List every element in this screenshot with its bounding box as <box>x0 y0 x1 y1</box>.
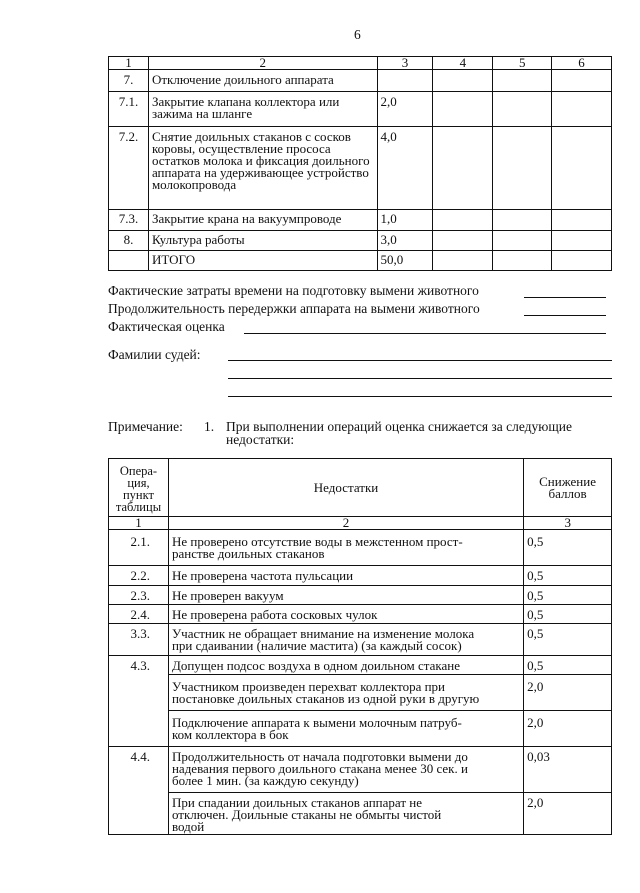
row-num <box>109 251 149 271</box>
overhold-field[interactable] <box>524 315 606 316</box>
table-header-row <box>109 57 612 70</box>
text-line: Опера- <box>119 464 158 478</box>
overhold-label: Продолжительность передержки аппарата на вымени животного <box>108 301 480 316</box>
note-label: Примечание: <box>108 419 183 434</box>
row-score: 3,0 <box>377 231 433 251</box>
text-line: водой <box>171 819 205 834</box>
table-row <box>109 92 612 127</box>
table-cell <box>433 92 493 127</box>
row-text: ИТОГО <box>148 251 377 271</box>
table-cell <box>168 530 523 566</box>
row-num: 7. <box>109 70 149 92</box>
row-score: 4,0 <box>377 127 433 210</box>
table-cell <box>493 251 552 271</box>
actual-time-label: Фактические затраты времени на подготовку вымени животного <box>108 283 479 298</box>
col-num-3: 3 <box>377 57 433 70</box>
table-cell <box>552 231 612 251</box>
text-line: Не проверен вакуум <box>171 588 284 603</box>
table-row <box>109 675 612 711</box>
note-number: 1. <box>204 419 215 434</box>
table-row <box>109 566 612 586</box>
table-cell <box>493 92 552 127</box>
table-cell <box>493 70 552 92</box>
row-num: 7.2. <box>109 127 149 210</box>
text-line: пункт <box>122 488 154 502</box>
table-row <box>109 793 612 835</box>
table-row-total <box>109 251 612 271</box>
table-cell: 0,5 <box>524 605 612 624</box>
table-row <box>109 747 612 793</box>
table-cell: 2.3. <box>109 586 169 605</box>
judges-field-1[interactable] <box>228 360 612 361</box>
page-number: 6 <box>354 27 361 42</box>
table-row <box>109 530 612 566</box>
row-text: Закрытие крана на вакуумпроводе <box>148 210 377 231</box>
table-cell <box>168 586 523 605</box>
row-num: 8. <box>109 231 149 251</box>
table-cell <box>433 210 493 231</box>
table-cell <box>168 566 523 586</box>
table-cell: 2.4. <box>109 605 169 624</box>
text-line: Не проверена работа сосковых чулок <box>171 607 378 622</box>
note-text-line1: При выполнении операций оценка снижается за следующие <box>226 419 572 434</box>
text-line: Не проверена частота пульсации <box>171 568 354 583</box>
col-num-2: 2 <box>148 57 377 70</box>
table-cell: 0,5 <box>524 624 612 656</box>
table-cell <box>168 793 523 835</box>
table-row <box>109 70 612 92</box>
table-row <box>109 624 612 656</box>
table-cell: 0,03 <box>524 747 612 793</box>
table-cell <box>493 127 552 210</box>
row-text: Отключение доильного аппарата <box>148 70 377 92</box>
table-cell <box>552 92 612 127</box>
row-num: 7.1. <box>109 92 149 127</box>
text-line: ранстве доильных стаканов <box>171 546 325 561</box>
text-line: ком коллектора в бок <box>171 727 289 742</box>
col-num-1: 1 <box>109 57 149 70</box>
text-line: отключен. Доильные стаканы не обмыты чистой <box>171 807 442 822</box>
table-cell <box>493 210 552 231</box>
judges-field-3[interactable] <box>228 396 612 397</box>
row-score <box>377 70 433 92</box>
judges-label: Фамилии судей: <box>108 347 201 362</box>
actual-score-label: Фактическая оценка <box>108 319 225 334</box>
col-num-6: 6 <box>552 57 612 70</box>
table-row <box>109 711 612 747</box>
deficiencies-table <box>108 458 612 835</box>
text-line: надевания первого доильного стакана менее 30 сек. и <box>171 761 468 776</box>
header-reduction <box>524 459 612 517</box>
text-line: Участник не обращает внимание на изменение молока <box>171 626 475 641</box>
table-cell: 0,5 <box>524 530 612 566</box>
text-line: ция, <box>127 476 150 490</box>
table-cell: 4.4. <box>109 747 169 835</box>
table-header-row <box>109 459 612 517</box>
table-cell <box>552 127 612 210</box>
actual-time-field[interactable] <box>524 297 606 298</box>
table-cell <box>433 231 493 251</box>
note-text-line2: недостатки: <box>226 432 295 447</box>
table-cell: 2,0 <box>524 675 612 711</box>
text-line: Участником произведен перехват коллектора при <box>171 679 446 694</box>
text-line: таблицы <box>115 500 162 514</box>
table-cell: 2,0 <box>524 793 612 835</box>
table-cell <box>168 656 523 675</box>
table-cell: 0,5 <box>524 586 612 605</box>
table-cell <box>433 127 493 210</box>
table-cell: 3.3. <box>109 624 169 656</box>
text-line: Снижение <box>539 473 596 489</box>
table-cell <box>552 251 612 271</box>
table-row <box>109 656 612 675</box>
table-cell: 0,5 <box>524 566 612 586</box>
table-cell: 1 <box>109 517 169 530</box>
table-cell <box>168 624 523 656</box>
row-text: Закрытие клапана коллектора или зажима на шланге <box>148 92 377 127</box>
table-cell: 2 <box>168 517 523 530</box>
table-cell <box>552 210 612 231</box>
text-line: Допущен подсос воздуха в одном доильном стакане <box>171 658 460 673</box>
row-score: 50,0 <box>377 251 433 271</box>
table-row <box>109 127 612 210</box>
text-line: баллов <box>548 485 587 501</box>
actual-score-field[interactable] <box>244 333 606 334</box>
table-row <box>109 605 612 624</box>
judges-field-2[interactable] <box>228 378 612 379</box>
col-num-4: 4 <box>433 57 493 70</box>
table-cell: 0,5 <box>524 656 612 675</box>
header-operation <box>109 459 169 517</box>
row-text: Культура работы <box>148 231 377 251</box>
text-line: более 1 мин. (за каждую секунду) <box>171 773 359 788</box>
table-cell: 4.3. <box>109 656 169 747</box>
table-row <box>109 210 612 231</box>
table-row <box>109 586 612 605</box>
row-score: 1,0 <box>377 210 433 231</box>
table-cell <box>433 251 493 271</box>
table-cell <box>168 747 523 793</box>
row-num: 7.3. <box>109 210 149 231</box>
table-cell <box>168 675 523 711</box>
text-line: Не проверено отсутствие воды в межстенном прост- <box>171 534 463 549</box>
header-deficiencies: Недостатки <box>168 459 523 517</box>
table-cell <box>168 711 523 747</box>
table-cell <box>168 605 523 624</box>
table-cell: 2.1. <box>109 530 169 566</box>
table-row <box>109 231 612 251</box>
table-cell <box>493 231 552 251</box>
table-cell: 2.2. <box>109 566 169 586</box>
table-cell: 3 <box>524 517 612 530</box>
col-num-5: 5 <box>493 57 552 70</box>
text-line: При спадании доильных стаканов аппарат не <box>171 795 422 810</box>
numbering-row <box>109 517 612 530</box>
table-cell: 2,0 <box>524 711 612 747</box>
text-line: при сдаивании (наличие мастита) (за каждый сосок) <box>171 638 462 653</box>
text-line: Подключение аппарата к вымени молочным патруб- <box>171 715 462 730</box>
table-cell <box>433 70 493 92</box>
table-cell <box>552 70 612 92</box>
score-table <box>108 56 612 271</box>
row-score: 2,0 <box>377 92 433 127</box>
text-line: Продолжительность от начала подготовки вымени до <box>171 749 468 764</box>
row-text: Снятие доильных стаканов с сосков коровы, осуществление прососа остатков молока и фиксация доильного аппарата на удерживающее устройство молокопровода <box>148 127 377 210</box>
text-line: постановке доильных стаканов из одной руки в другую <box>171 691 480 706</box>
